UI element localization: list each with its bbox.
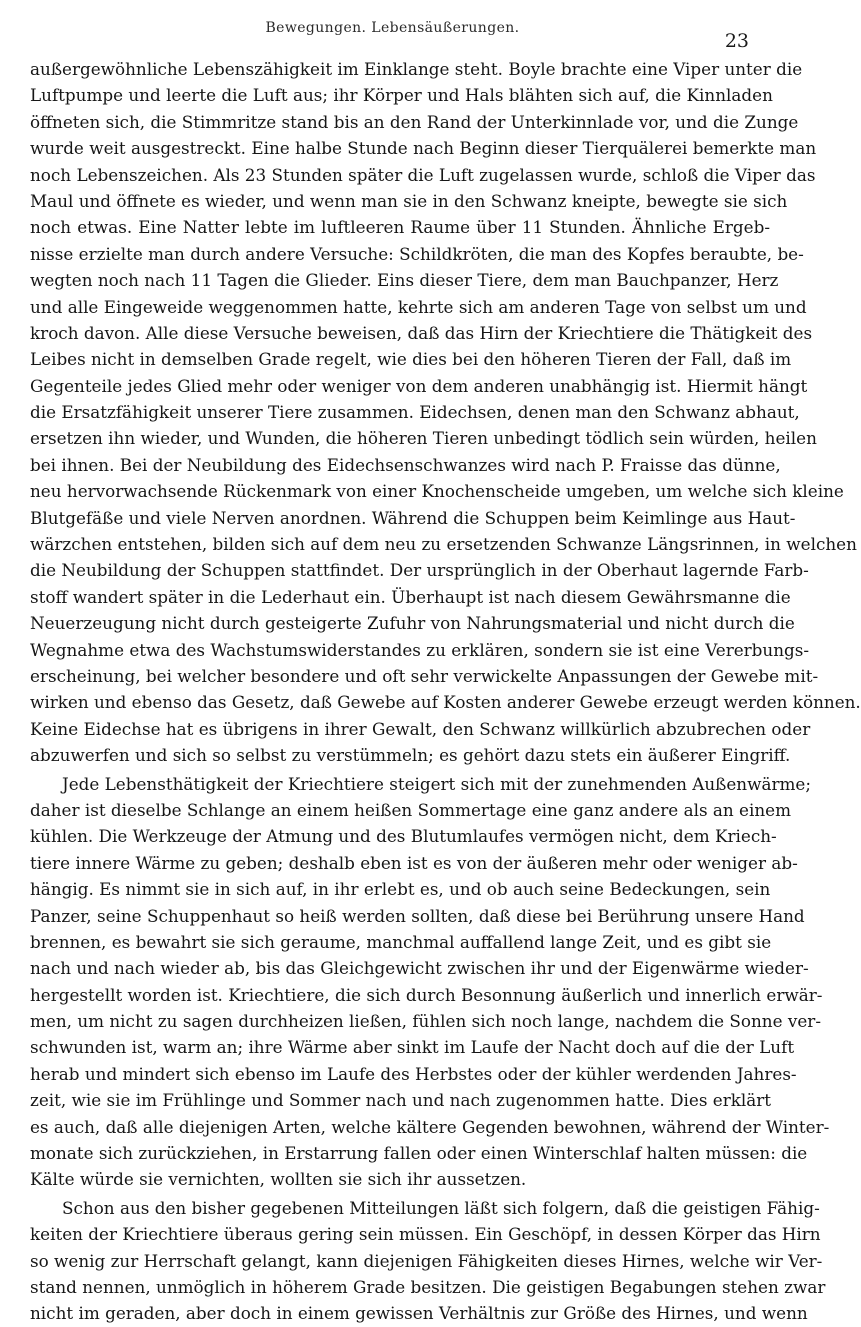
- text-line: wegten noch nach 11 Tagen die Glieder. Eins dieser Tiere, dem man Bauchpanzer, Herz: [30, 270, 779, 291]
- text-line: und alle Eingeweide weggenommen hatte, kehrte sich am anderen Tage von selbst um und: [30, 296, 807, 317]
- text-line: bei ihnen. Bei der Neubildung des Eidechsenschwanzes wird nach P. Fraisse das dünne,: [30, 454, 781, 475]
- text-line: erscheinung, bei welcher besondere und oft sehr verwickelte Anpassungen der Gewebe mit-: [30, 665, 819, 686]
- text-line: zeit, wie sie im Frühlinge und Sommer nach und nach zugenommen hatte. Dies erklärt: [30, 1090, 772, 1111]
- text-line: abzuwerfen und sich so selbst zu verstümmeln; es gehört dazu stets ein äußerer Eingriff.: [30, 745, 791, 766]
- text-line: men, um nicht zu sagen durchheizen ließen, fühlen sich noch lange, nachdem die Sonne ver-: [30, 1011, 821, 1032]
- text-line: ersetzen ihn wieder, und Wunden, die höheren Tieren unbedingt tödlich sein würden, heilen: [30, 428, 817, 449]
- text-line: wurde weit ausgestreckt. Eine halbe Stunde nach Beginn dieser Tierquälerei bemerkte man: [30, 138, 817, 159]
- text-line: hängig. Es nimmt sie in sich auf, in ihr erlebt es, und ob auch seine Bedeckungen, sein: [30, 879, 771, 900]
- text-line: stoff wandert später in die Lederhaut ein. Überhaupt ist nach diesem Gewährsmanne die: [30, 586, 791, 607]
- text-line: Panzer, seine Schuppenhaut so heiß werden sollten, daß diese bei Berührung unsere Hand: [30, 905, 805, 926]
- text-line: hergestellt worden ist. Kriechtiere, die sich durch Besonnung äußerlich und innerlich erwär-: [30, 984, 823, 1005]
- text-line: brennen, es bewahrt sie sich geraume, manchmal auffallend lange Zeit, und es gibt sie: [30, 931, 772, 952]
- text-line: Leibes nicht in demselben Grade regelt, wie dies bei den höheren Tieren der Fall, daß im: [30, 349, 792, 370]
- text-line: kroch davon. Alle diese Versuche beweisen, daß das Hirn der Kriechtiere die Thätigkeit des: [30, 322, 813, 343]
- text-line: Schon aus den bisher gegebenen Mitteilungen läßt sich folgern, daß die geistigen Fähig-: [62, 1197, 820, 1218]
- text-line: Gegenteile jedes Glied mehr oder weniger von dem anderen unabhängig ist. Hiermit hängt: [30, 375, 808, 396]
- text-line: nisse erzielte man durch andere Versuche: Schildkröten, die man des Kopfes beraubte, be-: [30, 243, 804, 264]
- text-line: stand nennen, unmöglich in höherem Grade besitzen. Die geistigen Begabungen stehen zwar: [30, 1276, 826, 1297]
- text-line: nach und nach wieder ab, bis das Gleichgewicht zwischen ihr und der Eigenwärme wieder-: [30, 958, 809, 979]
- text-line: Kälte würde sie vernichten, wollten sie sich ihr aussetzen.: [30, 1169, 527, 1190]
- text-line: öffneten sich, die Stimmritze stand bis an den Rand der Unterkinnlade vor, und die Zunge: [30, 111, 799, 132]
- text-line: wirken und ebenso das Gesetz, daß Gewebe auf Kosten anderer Gewebe erzeugt werden können.: [30, 692, 861, 713]
- text-line: kühlen. Die Werkzeuge der Atmung und des Blutumlaufes vermögen nicht, dem Kriech-: [30, 826, 777, 847]
- text-line: daher ist dieselbe Schlange an einem heißen Sommertage eine ganz andere als an einem: [30, 799, 791, 820]
- text-line: herab und mindert sich ebenso im Laufe des Herbstes oder der kühler werdenden Jahres-: [30, 1063, 797, 1084]
- text-line: nicht im geraden, aber doch in einem gewissen Verhältnis zur Größe des Hirnes, und wenn: [30, 1303, 808, 1324]
- text-line: Maul und öffnete es wieder, und wenn man sie in den Schwanz kneipte, bewegte sie sich: [30, 190, 788, 211]
- text-line: noch etwas. Eine Natter lebte im luftleeren Raume über 11 Stunden. Ähnliche Ergeb-: [30, 217, 770, 238]
- text-line: monate sich zurückziehen, in Erstarrung fallen oder einen Winterschlaf halten müssen: die: [30, 1143, 808, 1164]
- text-line: Blutgefäße und viele Nerven anordnen. Während die Schuppen beim Keimlinge aus Haut-: [30, 507, 796, 528]
- text-line: Jede Lebensthätigkeit der Kriechtiere steigert sich mit der zunehmenden Außenwärme;: [62, 773, 811, 794]
- text-line: neu hervorwachsende Rückenmark von einer Knochenscheide umgeben, um welche sich kleine: [30, 481, 844, 502]
- page-number: 23: [724, 30, 749, 52]
- text-line: keiten der Kriechtiere überaus gering sein müssen. Ein Geschöpf, in dessen Körper das Hirn: [30, 1224, 821, 1245]
- text-line: die Ersatzfähigkeit unserer Tiere zusammen. Eidechsen, denen man den Schwanz abhaut,: [30, 402, 800, 423]
- text-line: so wenig zur Herrschaft gelangt, kann diejenigen Fähigkeiten dieses Hirnes, welche wir Ver-: [30, 1250, 823, 1271]
- text-line: Wegnahme etwa des Wachstumswiderstandes zu erklären, sondern sie ist eine Vererbungs-: [30, 639, 810, 660]
- text-line: es auch, daß alle diejenigen Arten, welche kältere Gegenden bewohnen, während der Winter-: [30, 1116, 830, 1137]
- text-line: noch Lebenszeichen. Als 23 Stunden später die Luft zugelassen wurde, schloß die Viper das: [30, 164, 816, 185]
- text-line: Keine Eidechse hat es übrigens in ihrer Gewalt, den Schwanz willkürlich abzubrechen oder: [30, 718, 811, 739]
- text-line: außergewöhnliche Lebenszähigkeit im Einklange steht. Boyle brachte eine Viper unter die: [30, 59, 803, 79]
- text-line: wärzchen entstehen, bilden sich auf dem neu zu ersetzenden Schwanze Längsrinnen, in welchen: [30, 534, 857, 555]
- body-text: [30, 56, 861, 1327]
- text-line: Luftpumpe und leerte die Luft aus; ihr Körper und Hals blähten sich auf, die Kinnladen: [30, 85, 773, 106]
- text-line: die Neubildung der Schuppen stattfindet. Der ursprünglich in der Oberhaut lagernde Farb-: [30, 560, 809, 581]
- text-line: Neuerzeugung nicht durch gesteigerte Zufuhr von Nahrungsmaterial und nicht durch die: [30, 613, 795, 634]
- text-line: tiere innere Wärme zu geben; deshalb eben ist es von der äußeren mehr oder weniger ab-: [30, 852, 798, 873]
- running-title: Bewegungen. Lebensäußerungen.: [265, 20, 520, 36]
- text-line: schwunden ist, warm an; ihre Wärme aber sinkt im Laufe der Nacht doch auf die der Luft: [30, 1037, 795, 1058]
